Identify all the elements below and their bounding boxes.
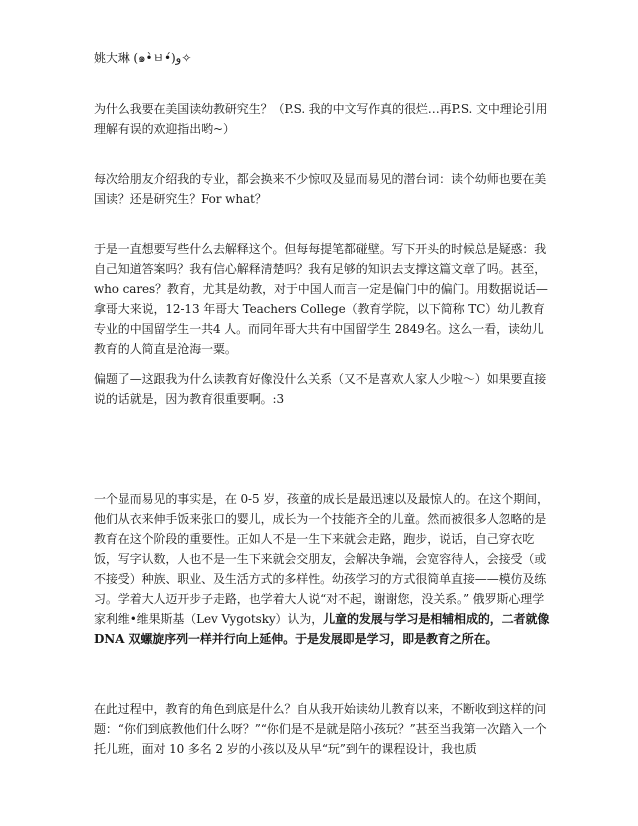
paragraph-explanation: 于是一直想要写些什么去解释这个。但每每提笔都碰壁。写下开头的时候总是疑惑：我自己知道答案吗？我有信心解释清楚吗？我有足够的知识去支撑这篇文章了吗。甚至，who cares？教育，尤其是幼教，对于中国人而言一定是偏门中的偏门。用数据说话—拿哥大来说，12-13 年哥大 Teachers College（教育学院，以下简称 TC）幼儿教育专业的中国留学生一共4 人。而同年哥大共有中国留学生 2849名。这么一看，读幼儿教育的人简直是沧海一粟。 [94,242,548,356]
author-line: 姚大琳 (๑•̀ㅂ•́)و✧ [94,51,192,65]
paragraph-role-of-education: 在此过程中，教育的角色到底是什么？自从我开始读幼儿教育以来，不断收到这样的问题：“你们到底教他们什么呀？”“你们是不是就是陪小孩玩？”甚至当我第一次踏入一个托儿班，面对 10 多名 2 岁的小孩以及从早“玩”到午的课程设计，我也质 [94,702,547,756]
paragraph-development [94,489,552,649]
paragraph-digression: 偏题了—这跟我为什么读教育好像没什么关系（又不是喜欢人家人少啦～）如果要直接说的话就是，因为教育很重要啊。:3 [94,372,547,406]
paragraph-development-text: 一个显而易见的事实是，在 0-5 岁，孩童的成长是最迅速以及最惊人的。在这个期间，他们从衣来伸手饭来张口的婴儿，成长为一个技能齐全的儿童。然而被很多人忽略的是教育在这个阶段的重要性。正如人不是一生下来就会走路，跑步，说话，自己穿衣吃饭，写字认数，人也不是一生下来就会交朋友，会解决争端，会宽容待人，会接受（或不接受）种族、职业、及生活方式的多样性。幼孩学习的方式很简单直接——模仿及练习。学着大人迈开步子走路，也学着大人说“对不起，谢谢您，没关系。” 俄罗斯心理学家利维•维果斯基（Lev Vygotsky）认为， [94,492,549,626]
paragraph-title-question: 为什么我要在美国读幼教研究生？（P.S. 我的中文写作真的很烂…再P.S. 文中理论引用理解有误的欢迎指出哟~） [94,102,548,136]
paragraph-development-bold: 儿童的发展与学习是相辅相成的，二者就像 DNA 双螺旋序列一样并行向上延伸。于是发展即是学习，即是教育之所在。 [94,612,550,646]
paragraph-intro: 每次给朋友介绍我的专业，都会换来不少惊叹及显而易见的潜台词：读个幼师也要在美国读？还是研究生？For what？ [94,172,547,206]
